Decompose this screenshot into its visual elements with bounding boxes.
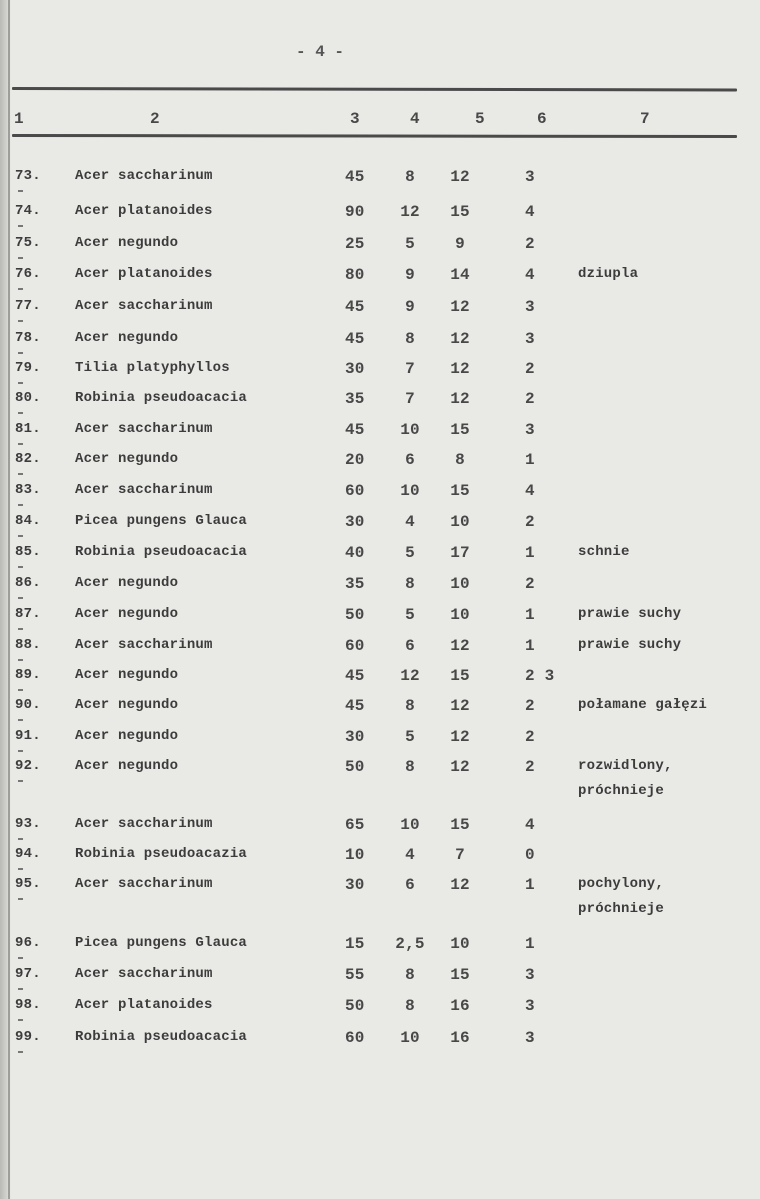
value-col-5: 12 [450,298,470,316]
row-number: 81. [15,421,41,437]
value-col-6: 3 [525,1029,535,1047]
value-col-4: 8 [405,758,415,776]
value-col-5: 8 [455,451,465,469]
value-col-5: 12 [450,637,470,655]
value-col-5: 12 [450,168,470,186]
value-col-6: 2 [525,758,535,776]
value-col-6: 4 [525,816,535,834]
remarks [578,876,664,917]
value-col-3: 35 [345,390,365,408]
species-name: Acer saccharinum [75,637,213,653]
species-name: Picea pungens Glauca [75,935,248,951]
value-col-4: 8 [405,168,415,186]
value-col-4: 4 [405,846,415,864]
value-col-5: 12 [450,390,470,408]
value-col-3: 50 [345,758,365,776]
row-number: 84. [15,513,41,529]
value-col-4: 10 [400,1029,420,1047]
value-col-6: 1 [525,935,535,953]
value-col-3: 45 [345,298,365,316]
value-col-5: 10 [450,575,470,593]
row-number: 77. [15,298,41,314]
remarks-line-1: prawie suchy [578,637,682,653]
table-row [0,876,760,917]
margin-tick-mark [18,868,23,870]
remarks-line-1: rozwidlony, [578,758,673,774]
value-col-4: 5 [405,235,415,253]
row-number: 76. [15,266,41,282]
row-number: 88. [15,637,41,653]
value-col-4: 7 [405,360,415,378]
species-name: Acer saccharinum [75,168,213,184]
value-col-4: 6 [405,876,415,894]
species-name: Acer platanoides [75,997,213,1013]
margin-tick-mark [18,225,23,227]
value-col-3: 45 [345,330,365,348]
value-col-3: 15 [345,935,365,953]
remarks-line-1: połamane gałęzi [578,697,708,713]
table-row [0,758,760,799]
value-col-4: 8 [405,997,415,1015]
species-name: Robinia pseudoacazia [75,846,248,862]
value-col-5: 15 [450,482,470,500]
value-col-4: 6 [405,451,415,469]
value-col-5: 12 [450,330,470,348]
value-col-5: 14 [450,266,470,284]
value-col-4: 10 [400,482,420,500]
value-col-5: 12 [450,758,470,776]
row-number: 85. [15,544,41,560]
value-col-3: 30 [345,728,365,746]
row-number: 89. [15,667,41,683]
table-row [0,451,760,481]
table-row [0,966,760,996]
value-col-3: 65 [345,816,365,834]
value-col-6: 4 [525,266,535,284]
value-col-4: 10 [400,816,420,834]
value-col-3: 30 [345,513,365,531]
remarks-line-2: próchnieje [578,783,665,799]
species-name: Acer negundo [75,235,179,251]
table-row [0,575,760,605]
table-row [0,846,760,876]
column-header-7: 7 [640,110,650,128]
value-col-5: 7 [455,846,465,864]
value-col-3: 50 [345,606,365,624]
value-col-3: 80 [345,266,365,284]
value-col-5: 15 [450,966,470,984]
column-header-2: 2 [150,110,160,128]
value-col-3: 25 [345,235,365,253]
value-col-5: 17 [450,544,470,562]
margin-tick-mark [18,1051,23,1053]
value-col-6: 3 [525,330,535,348]
margin-tick-mark [18,257,23,259]
table-row [0,637,760,667]
value-col-4: 12 [400,203,420,221]
value-col-5: 16 [450,1029,470,1047]
value-col-3: 30 [345,876,365,894]
value-col-3: 45 [345,421,365,439]
species-name: Acer negundo [75,451,179,467]
species-name: Acer saccharinum [75,482,213,498]
margin-tick-mark [18,750,23,752]
value-col-5: 9 [455,235,465,253]
margin-tick-mark [18,898,23,900]
value-col-4: 6 [405,637,415,655]
row-number: 80. [15,390,41,406]
table-row [0,360,760,390]
value-col-6: 1 [525,637,535,655]
value-col-5: 15 [450,816,470,834]
table-header-rule [12,134,737,138]
row-number: 97. [15,966,41,982]
species-name: Acer saccharinum [75,298,213,314]
species-name: Acer negundo [75,728,179,744]
row-number: 86. [15,575,41,591]
species-name: Robinia pseudoacacia [75,390,248,406]
table-row [0,513,760,543]
margin-tick-mark [18,566,23,568]
table-row [0,235,760,265]
value-col-6: 2 [525,697,535,715]
table-row [0,330,760,360]
column-header-4: 4 [410,110,420,128]
row-number: 78. [15,330,41,346]
column-header-5: 5 [475,110,485,128]
species-name: Acer negundo [75,667,179,683]
value-col-5: 12 [450,876,470,894]
value-col-6: 3 [525,421,535,439]
remarks [578,697,707,722]
table-row [0,1029,760,1059]
margin-tick-mark [18,352,23,354]
table-row [0,168,760,198]
value-col-6: 4 [525,203,535,221]
row-number: 96. [15,935,41,951]
row-number: 92. [15,758,41,774]
margin-tick-mark [18,190,23,192]
species-name: Tilia platyphyllos [75,360,230,376]
species-name: Acer saccharinum [75,421,213,437]
remarks-line-2: próchnieje [578,901,665,917]
value-col-3: 45 [345,667,365,685]
row-number: 79. [15,360,41,376]
value-col-3: 45 [345,697,365,715]
table-row [0,935,760,965]
value-col-6: 2 [525,513,535,531]
value-col-4: 8 [405,966,415,984]
value-col-5: 10 [450,606,470,624]
column-header-3: 3 [350,110,360,128]
table-row [0,667,760,697]
value-col-4: 7 [405,390,415,408]
value-col-6: 2 [525,360,535,378]
value-col-6: 1 [525,451,535,469]
row-number: 75. [15,235,41,251]
remarks-line-1: pochylony, [578,876,665,892]
margin-tick-mark [18,504,23,506]
value-col-5: 10 [450,513,470,531]
species-name: Acer negundo [75,575,179,591]
value-col-4: 8 [405,575,415,593]
row-number: 91. [15,728,41,744]
row-number: 82. [15,451,41,467]
value-col-6: 3 [525,298,535,316]
value-col-6: 3 [525,997,535,1015]
row-number: 73. [15,168,41,184]
table-row [0,728,760,758]
table-row [0,816,760,846]
table-row [0,203,760,233]
species-name: Acer negundo [75,758,179,774]
value-col-6: 2 3 [525,667,555,685]
margin-tick-mark [18,628,23,630]
remarks [578,266,638,291]
value-col-6: 0 [525,846,535,864]
margin-tick-mark [18,412,23,414]
margin-tick-mark [18,719,23,721]
value-col-5: 10 [450,935,470,953]
value-col-4: 2,5 [395,935,425,953]
remarks [578,758,673,799]
value-col-3: 45 [345,168,365,186]
value-col-3: 35 [345,575,365,593]
margin-tick-mark [18,988,23,990]
value-col-4: 5 [405,728,415,746]
row-number: 94. [15,846,41,862]
margin-tick-mark [18,957,23,959]
table-row [0,697,760,727]
value-col-4: 10 [400,421,420,439]
species-name: Acer negundo [75,330,179,346]
row-number: 83. [15,482,41,498]
value-col-3: 60 [345,1029,365,1047]
margin-tick-mark [18,659,23,661]
margin-tick-mark [18,443,23,445]
value-col-6: 2 [525,575,535,593]
species-name: Acer platanoides [75,266,213,282]
margin-tick-mark [18,780,23,782]
margin-tick-mark [18,382,23,384]
row-number: 87. [15,606,41,622]
row-number: 99. [15,1029,41,1045]
value-col-6: 3 [525,966,535,984]
margin-tick-mark [18,838,23,840]
value-col-4: 5 [405,606,415,624]
value-col-5: 12 [450,360,470,378]
value-col-3: 90 [345,203,365,221]
table-row [0,997,760,1027]
value-col-4: 4 [405,513,415,531]
table-top-rule [12,87,737,92]
value-col-3: 50 [345,997,365,1015]
value-col-6: 1 [525,544,535,562]
species-name: Acer negundo [75,697,179,713]
remarks-line-1: schnie [578,544,630,560]
value-col-4: 8 [405,697,415,715]
table-row [0,266,760,296]
value-col-5: 15 [450,203,470,221]
value-col-3: 55 [345,966,365,984]
value-col-4: 12 [400,667,420,685]
table-row [0,606,760,636]
value-col-3: 40 [345,544,365,562]
row-number: 90. [15,697,41,713]
margin-tick-mark [18,597,23,599]
value-col-3: 60 [345,482,365,500]
value-col-6: 2 [525,390,535,408]
margin-tick-mark [18,535,23,537]
species-name: Picea pungens Glauca [75,513,248,529]
table-row [0,544,760,574]
remarks-line-1: dziupla [578,266,639,282]
remarks [578,544,630,569]
value-col-6: 4 [525,482,535,500]
species-name: Acer negundo [75,606,179,622]
value-col-3: 20 [345,451,365,469]
margin-tick-mark [18,288,23,290]
value-col-5: 15 [450,421,470,439]
margin-tick-mark [18,320,23,322]
remarks [578,606,681,631]
value-col-3: 10 [345,846,365,864]
column-header-1: 1 [14,110,24,128]
value-col-3: 30 [345,360,365,378]
row-number: 74. [15,203,41,219]
value-col-5: 12 [450,697,470,715]
species-name: Acer saccharinum [75,876,213,892]
margin-tick-mark [18,1019,23,1021]
value-col-6: 3 [525,168,535,186]
remarks [578,637,681,662]
table-row [0,298,760,328]
species-name: Acer platanoides [75,203,213,219]
species-name: Robinia pseudoacacia [75,1029,248,1045]
value-col-4: 8 [405,330,415,348]
species-name: Robinia pseudoacacia [75,544,248,560]
table-row [0,482,760,512]
column-header-6: 6 [537,110,547,128]
margin-tick-mark [18,689,23,691]
row-number: 93. [15,816,41,832]
value-col-4: 9 [405,298,415,316]
value-col-4: 5 [405,544,415,562]
value-col-5: 15 [450,667,470,685]
value-col-5: 12 [450,728,470,746]
value-col-4: 9 [405,266,415,284]
species-name: Acer saccharinum [75,816,213,832]
row-number: 98. [15,997,41,1013]
species-name: Acer saccharinum [75,966,213,982]
value-col-3: 60 [345,637,365,655]
margin-tick-mark [18,473,23,475]
table-row [0,390,760,420]
remarks-line-1: prawie suchy [578,606,682,622]
value-col-6: 2 [525,728,535,746]
table-row [0,421,760,451]
page-number: - 4 - [295,43,344,61]
value-col-6: 1 [525,876,535,894]
value-col-6: 1 [525,606,535,624]
value-col-5: 16 [450,997,470,1015]
value-col-6: 2 [525,235,535,253]
row-number: 95. [15,876,41,892]
